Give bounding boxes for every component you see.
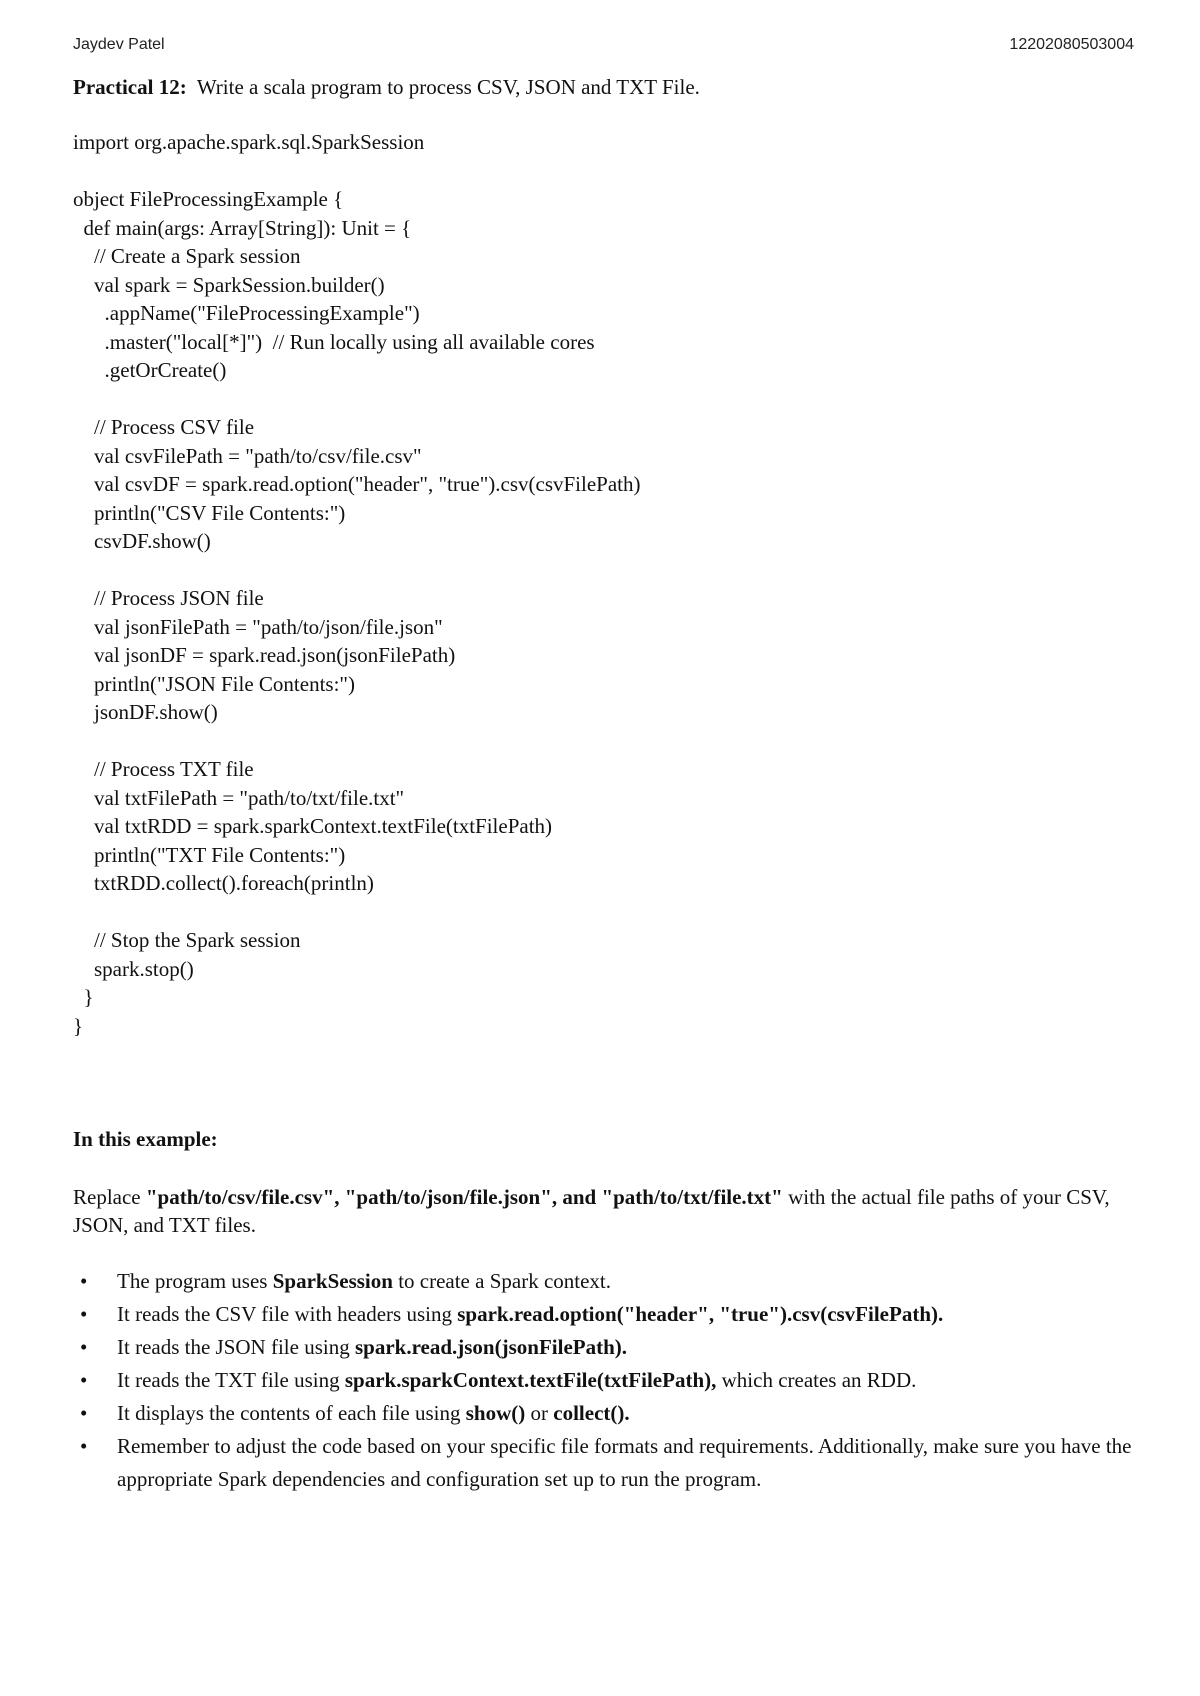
list-item (73, 1430, 1143, 1496)
bullet-icon: • (80, 1269, 88, 1293)
list-item (73, 1397, 1143, 1430)
code-line (73, 556, 1133, 585)
example-heading: In this example: (73, 1127, 218, 1151)
list-item (73, 1298, 1143, 1331)
practical-number: Practical 12: (73, 75, 187, 99)
code-line (73, 898, 1133, 927)
code-line: // Process JSON file (73, 586, 264, 610)
bullet-text: The program uses (117, 1269, 273, 1293)
code-line: import org.apache.spark.sql.SparkSession (73, 130, 425, 154)
practical-description: Write a scala program to process CSV, JSON and TXT File. (196, 75, 700, 99)
replace-paths: "path/to/csv/file.csv", "path/to/json/file.json", and "path/to/txt/file.txt" (145, 1185, 783, 1209)
replace-prefix: Replace (73, 1185, 146, 1209)
code-line: val csvFilePath = "path/to/csv/file.csv" (73, 443, 422, 468)
code-line: csvDF.show() (73, 529, 211, 553)
list-item (73, 1364, 1143, 1397)
bullet-bold-text: show() (465, 1401, 526, 1425)
code-line: spark.stop() (73, 956, 194, 981)
bullet-bold-text: SparkSession (272, 1269, 393, 1293)
code-line: .master("local[*]") // Run locally using all available cores (73, 329, 595, 354)
bullet-text-end: to create a Spark context. (392, 1269, 612, 1293)
code-line (73, 385, 1133, 414)
code-line (73, 157, 1133, 186)
bullet-bold-text: spark.sparkContext.textFile(txtFilePath), (344, 1368, 717, 1392)
code-line: def main(args: Array[String]): Unit = { (73, 215, 412, 240)
replace-paragraph (73, 1183, 1143, 1239)
explanation-list (73, 1265, 1143, 1496)
bullet-icon: • (80, 1434, 88, 1458)
bullet-text: It reads the CSV file with headers using (117, 1302, 458, 1326)
bullet-bold-text-2: collect(). (553, 1401, 630, 1425)
code-line: val jsonDF = spark.read.json(jsonFilePath) (73, 643, 456, 667)
code-line: val jsonFilePath = "path/to/json/file.json" (73, 614, 443, 639)
bullet-text-mid: or (525, 1401, 554, 1425)
replace-suffix: with the actual file paths of your CSV, JSON, and TXT files. (73, 1185, 1110, 1237)
code-line: txtRDD.collect().foreach(println) (73, 871, 374, 895)
code-line: println("JSON File Contents:") (73, 671, 355, 696)
code-line: // Process TXT file (73, 757, 254, 781)
code-line: val txtFilePath = "path/to/txt/file.txt" (73, 785, 405, 810)
bullet-text-end: which creates an RDD. (716, 1368, 917, 1392)
code-line: jsonDF.show() (73, 700, 218, 724)
header-author: Jaydev Patel (73, 36, 165, 53)
code-line: println("TXT File Contents:") (73, 842, 346, 867)
code-line: } (73, 985, 94, 1009)
bullet-icon: • (80, 1302, 88, 1326)
bullet-text: It reads the JSON file using (117, 1335, 355, 1359)
code-line: val spark = SparkSession.builder() (73, 272, 385, 297)
code-line: println("CSV File Contents:") (73, 500, 346, 525)
code-line: // Process CSV file (73, 415, 255, 439)
bullet-text: It displays the contents of each file using (117, 1401, 466, 1425)
bullet-bold-text: spark.read.option("header", "true").csv(csvFilePath). (457, 1302, 944, 1326)
code-line: val txtRDD = spark.sparkContext.textFile(txtFilePath) (73, 814, 553, 838)
code-line: .getOrCreate() (73, 358, 227, 382)
bullet-bold-text: spark.read.json(jsonFilePath). (354, 1335, 628, 1359)
code-line: } (73, 1013, 84, 1038)
header-enrollment-number: 12202080503004 (1009, 36, 1134, 53)
bullet-text: It reads the TXT file using (117, 1368, 345, 1392)
code-line: .appName("FileProcessingExample") (73, 301, 420, 325)
bullet-icon: • (80, 1368, 88, 1392)
code-line: object FileProcessingExample { (73, 187, 344, 211)
practical-title (73, 73, 1133, 101)
code-line (73, 727, 1133, 756)
list-item (73, 1331, 1143, 1364)
code-block (73, 128, 1133, 1040)
code-line: // Create a Spark session (73, 244, 301, 268)
bullet-icon: • (80, 1335, 88, 1359)
code-line: // Stop the Spark session (73, 928, 301, 952)
list-item (73, 1265, 1143, 1298)
code-line: val csvDF = spark.read.option("header", "true").csv(csvFilePath) (73, 472, 641, 496)
bullet-text: Remember to adjust the code based on your specific file formats and requirements. Additionally, make sure you have the appropriate Spark dependencies and configuration set up to run the program. (117, 1434, 1132, 1491)
bullet-icon: • (80, 1401, 88, 1425)
